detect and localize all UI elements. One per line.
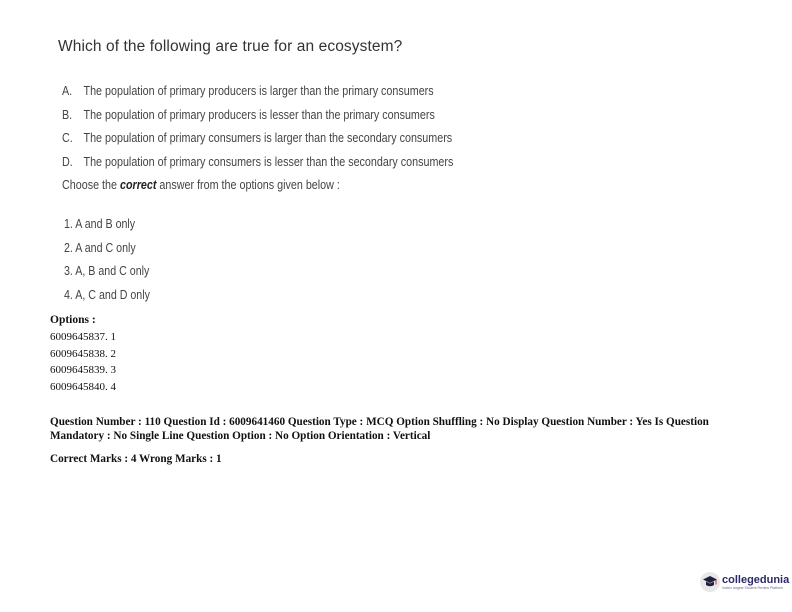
choice-3: 3. A, B and C only	[64, 263, 150, 278]
marks-info: Correct Marks : 4 Wrong Marks : 1	[50, 453, 222, 465]
answer-choices	[64, 212, 150, 306]
statement-a	[62, 80, 453, 104]
logo-name: collegedunia	[722, 573, 790, 586]
instruction-prefix: Choose the	[62, 178, 120, 192]
statement-letter: D.	[62, 154, 73, 169]
collegedunia-logo	[700, 572, 789, 592]
logo-text	[722, 574, 789, 591]
question-title: Which of the following are true for an ecosystem?	[58, 38, 403, 55]
option-id-row: 6009645837. 1	[50, 331, 116, 343]
options-block	[50, 312, 116, 395]
statement-letter: A.	[62, 84, 73, 98]
instruction	[62, 174, 453, 197]
choice-2: 2. A and C only	[64, 239, 136, 255]
choice-4: 4. A, C and D only	[64, 286, 150, 302]
statement-list	[62, 80, 453, 197]
option-id-row: 6009645839. 3	[50, 364, 116, 376]
statement-letter: B.	[62, 107, 73, 122]
options-label: Options :	[50, 314, 96, 326]
graduation-cap-icon	[700, 572, 720, 592]
instruction-emphasis: correct	[119, 178, 157, 192]
logo-tagline: India's largest Student Review Platform	[722, 585, 783, 590]
statement-c	[62, 127, 453, 151]
question-metadata	[50, 416, 730, 467]
instruction-suffix: answer from the options given below :	[156, 178, 340, 192]
statement-text: The population of primary consumers is larger than the secondary consumers	[83, 131, 453, 145]
question-details: Question Number : 110 Question Id : 6009641460 Question Type : MCQ Option Shuffling : No Display Question Number : Yes Is Question Mandatory : No Single Line Question Option : No Option Orientation : Vertical	[50, 416, 709, 442]
statement-b	[62, 104, 453, 128]
statement-text: The population of primary consumers is lesser than the secondary consumers	[83, 154, 454, 169]
statement-text: The population of primary producers is larger than the primary consumers	[83, 84, 434, 98]
statement-d	[62, 151, 453, 175]
statement-text: The population of primary producers is lesser than the primary consumers	[83, 107, 435, 122]
option-id-row: 6009645840. 4	[50, 380, 116, 393]
option-id-row: 6009645838. 2	[50, 347, 116, 360]
statement-letter: C.	[62, 131, 73, 145]
choice-1: 1. A and B only	[64, 216, 136, 231]
